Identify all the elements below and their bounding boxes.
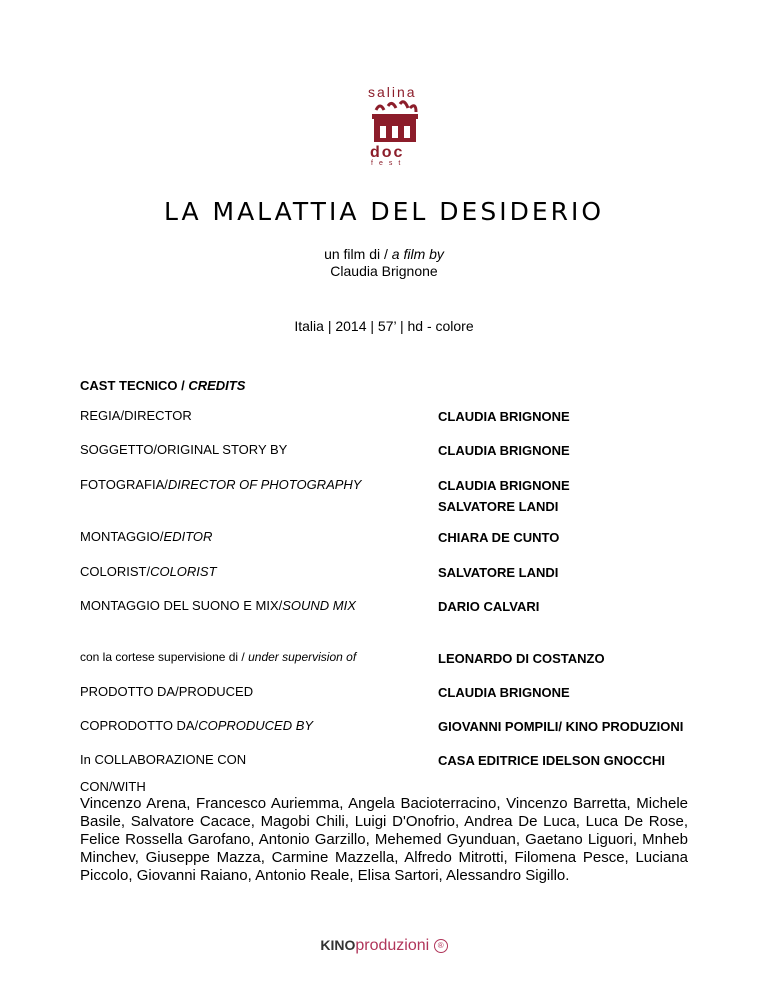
role-it: SOGGETTO/ORIGINAL STORY BY [80,442,288,457]
role-it: COPRODOTTO DA/ [80,718,199,733]
logo-word-produzioni: produzioni [355,937,430,954]
role-it: FOTOGRAFIA/ [80,477,168,492]
credit-role [80,718,313,733]
role-en: EDITOR [163,529,213,544]
credits-heading [80,378,245,393]
role-en: COPRODUCED BY [198,718,314,733]
credit-name: SALVATORE LANDI [438,565,559,580]
role-en: COLORIST [150,564,217,579]
kino-produzioni-logo [0,937,768,955]
credit-names [438,475,570,517]
role-it: con la cortese supervisione di / [80,650,249,664]
credit-role [80,408,192,423]
logo-word-doc: doc [370,144,405,161]
logo-word-fest: fest [371,160,407,167]
credit-role [80,752,246,767]
byline-en: a film by [391,246,444,262]
role-en: under supervision of [248,650,357,664]
film-info: Italia | 2014 | 57’ | hd - colore [294,318,474,334]
role-en: SOUND MIX [282,598,356,613]
credit-role [80,598,356,613]
byline [0,246,768,262]
credit-names [438,562,558,583]
credit-role [80,442,287,457]
credit-name: SALVATORE LANDI [438,499,559,514]
credit-name: DARIO CALVARI [438,599,540,614]
credit-role [80,564,217,579]
credit-names [438,596,539,617]
credit-role [80,650,356,664]
salina-doc-fest-logo [366,84,424,166]
credit-name: CLAUDIA BRIGNONE [438,685,570,700]
role-it: COLORIST/ [80,564,151,579]
credit-name: LEONARDO DI COSTANZO [438,651,605,666]
cast-heading: CON/WITH [80,779,146,794]
credit-name: CHIARA DE CUNTO [438,530,560,545]
credit-names [438,682,570,703]
credit-name: GIOVANNI POMPILI/ KINO PRODUZIONI [438,719,684,734]
credit-names [438,406,570,427]
credit-names [438,440,570,461]
credits-heading-it: CAST TECNICO / [80,378,189,393]
logo-emblem-icon [370,100,420,144]
credit-name: CLAUDIA BRIGNONE [438,478,570,493]
credit-role [80,684,253,699]
credit-role [80,477,361,492]
credit-name: CASA EDITRICE IDELSON GNOCCHI [438,753,666,768]
role-it: MONTAGGIO DEL SUONO E MIX/ [80,598,283,613]
role-it: In COLLABORAZIONE CON [80,752,247,767]
credit-role [80,529,212,544]
role-it: PRODOTTO DA/PRODUCED [80,684,254,699]
cast-list: Vincenzo Arena, Francesco Auriemma, Angela Bacioterracino, Vincenzo Barretta, Michele Basile, Salvatore Cacace, Magobi Chili, Luigi D'Onofrio, Andrea De Luca, Luca De Rose, Felice Rossella Garofano, Antonio Garzillo, Mehemed Gyunduan, Gaetano Liguori, Mnheb Minchev, Giuseppe Mazza, Carmine Mazzella, Alfredo Mitrotti, Filomena Pesce, Luciana Piccolo, Giovanni Raiano, Antonio Reale, Elisa Sartori, Alessandro Sigillo. [80,795,688,884]
credit-name: CLAUDIA BRIGNONE [438,443,570,458]
credit-names [438,716,683,737]
role-it: REGIA/DIRECTOR [80,408,192,423]
role-it: MONTAGGIO/ [80,529,164,544]
registered-mark-icon: ® [434,939,448,953]
credit-name: CLAUDIA BRIGNONE [438,409,570,424]
logo-word-salina: salina [368,84,417,100]
film-title: LA MALATTIA DEL DESIDERIO [163,197,605,226]
credits-heading-en: CREDITS [188,378,246,393]
credit-names [438,648,605,669]
credit-names [438,527,559,548]
byline-it: un film di / [324,246,392,262]
logo-word-kino: KINO [320,937,356,953]
director-name: Claudia Brignone [330,263,438,279]
credit-names [438,750,665,771]
role-en: DIRECTOR OF PHOTOGRAPHY [167,477,362,492]
